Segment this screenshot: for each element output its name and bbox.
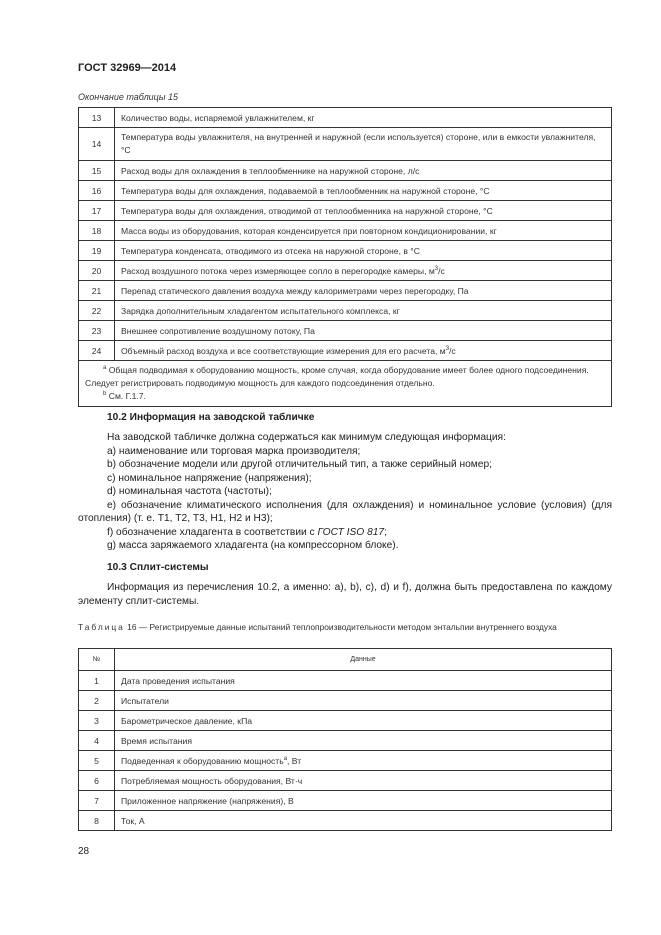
row-label: Внешнее сопротивление воздушному потоку, Па bbox=[121, 325, 315, 336]
row-text bbox=[115, 108, 612, 128]
table-16 bbox=[78, 648, 612, 831]
row-label: Температура воды для охлаждения, подаваемой в теплообменник на наружной стороне, °С bbox=[121, 185, 490, 196]
list-item: g) масса заряжаемого хладагента (на компрессорном блоке). bbox=[107, 540, 399, 551]
list-item: d) номинальная частота (частоты); bbox=[107, 486, 272, 497]
section-10-2-body bbox=[78, 431, 612, 553]
row-number: 6 bbox=[79, 771, 115, 791]
row-label-tail: /с bbox=[438, 265, 445, 276]
list-item: b) обозначение модели или другой отличительный тип, а также серийный номер; bbox=[107, 459, 492, 470]
row-label: Дата проведения испытания bbox=[121, 675, 235, 686]
section-10-3-body bbox=[78, 581, 612, 608]
row-text bbox=[115, 281, 612, 301]
footnote-a: Общая подводимая к оборудованию мощность, кроме случая, когда оборудование имеет более одного подсоединения. Следует регистрировать подводимую мощность для каждого подсоединения отдельно. bbox=[85, 365, 589, 388]
row-label: Количество воды, испаряемой увлажнителем, кг bbox=[121, 112, 315, 123]
row-text bbox=[115, 771, 612, 791]
row-number: 20 bbox=[79, 261, 115, 281]
row-label: Испытатели bbox=[121, 695, 169, 706]
row-text bbox=[115, 261, 612, 281]
table-row bbox=[79, 128, 612, 161]
row-number: 15 bbox=[79, 161, 115, 181]
row-label: Температура воды увлажнителя, на внутренней и наружной (если используется) стороне, или в емкости увлажнителя, °С bbox=[121, 132, 596, 155]
row-label: Барометрическое давление, кПа bbox=[121, 715, 253, 726]
row-number: 4 bbox=[79, 731, 115, 751]
table-row bbox=[79, 791, 612, 811]
row-number: 1 bbox=[79, 671, 115, 691]
row-number: 21 bbox=[79, 281, 115, 301]
row-text bbox=[115, 711, 612, 731]
superscript: 3 bbox=[434, 265, 439, 272]
row-number: 23 bbox=[79, 321, 115, 341]
list-item-text: f) обозначение хладагента в соответствии с bbox=[107, 526, 318, 538]
table-row bbox=[79, 751, 612, 771]
column-header-data: Данные bbox=[115, 649, 612, 671]
row-label: Ток, А bbox=[121, 815, 145, 826]
row-label: Перепад статического давления воздуха между калориметрами через перегородку, Па bbox=[121, 285, 469, 296]
row-text bbox=[115, 731, 612, 751]
table15-footnotes bbox=[79, 361, 612, 407]
table16-caption bbox=[78, 621, 612, 633]
caption-text: 16 — Регистрируемые данные испытаний теплопроизводительности методом энтальпии внутреннего воздуха bbox=[124, 622, 557, 632]
row-text bbox=[115, 161, 612, 181]
row-text bbox=[115, 301, 612, 321]
standard-reference: ГОСТ ISO 817 bbox=[317, 526, 385, 538]
row-label: Масса воды из оборудования, которая конденсируется при повторном кондиционировании, кг bbox=[121, 225, 497, 236]
row-text bbox=[115, 321, 612, 341]
row-number: 3 bbox=[79, 711, 115, 731]
row-label: Подведенная к оборудованию мощность bbox=[121, 755, 284, 766]
table-row bbox=[79, 241, 612, 261]
row-label: Температура воды для охлаждения, отводимой от теплообменника на наружной стороне, °С bbox=[121, 205, 493, 216]
table-row bbox=[79, 301, 612, 321]
table-row bbox=[79, 281, 612, 301]
table-row bbox=[79, 321, 612, 341]
row-number: 2 bbox=[79, 691, 115, 711]
row-number: 13 bbox=[79, 108, 115, 128]
table-row bbox=[79, 261, 612, 281]
section-heading-10-2: 10.2 Информация на заводской табличке bbox=[107, 412, 315, 423]
footnote-mark: b bbox=[103, 391, 107, 398]
caption-label: Таблица bbox=[78, 622, 125, 632]
row-label: Объемный расход воздуха и все соответствующие измерения для его расчета, м bbox=[121, 345, 446, 356]
footnote-mark: a bbox=[103, 365, 107, 372]
row-number: 24 bbox=[79, 341, 115, 361]
row-text bbox=[115, 341, 612, 361]
table-row bbox=[79, 108, 612, 128]
table-row bbox=[79, 341, 612, 361]
footnote-b: См. Г.1.7. bbox=[106, 391, 146, 401]
row-number: 17 bbox=[79, 201, 115, 221]
paragraph: На заводской табличке должна содержаться как минимум следующая информация: bbox=[107, 432, 506, 443]
table-row bbox=[79, 691, 612, 711]
row-text bbox=[115, 241, 612, 261]
paragraph: Информация из перечисления 10.2, а именно: a), b), c), d) и f), должна быть предоставлена по каждому элементу сплит-системы. bbox=[78, 582, 612, 607]
row-text bbox=[115, 751, 612, 771]
row-text bbox=[115, 671, 612, 691]
row-label: Приложенное напряжение (напряжения), В bbox=[121, 795, 294, 806]
row-label: Потребляемая мощность оборудования, Вт·ч bbox=[121, 775, 303, 786]
row-label-tail: /с bbox=[449, 345, 456, 356]
table-row bbox=[79, 161, 612, 181]
row-number: 5 bbox=[79, 751, 115, 771]
table15-caption: Окончание таблицы 15 bbox=[78, 92, 178, 102]
row-text bbox=[115, 691, 612, 711]
row-label: Расход воды для охлаждения в теплообменнике на наружной стороне, л/с bbox=[121, 165, 420, 176]
row-number: 19 bbox=[79, 241, 115, 261]
table-row bbox=[79, 201, 612, 221]
row-number: 14 bbox=[79, 128, 115, 161]
row-text bbox=[115, 221, 612, 241]
row-label-tail: , Вт bbox=[287, 755, 302, 766]
document-header: ГОСТ 32969—2014 bbox=[78, 62, 177, 74]
table-row bbox=[79, 731, 612, 751]
superscript: a bbox=[283, 755, 288, 762]
row-number: 8 bbox=[79, 811, 115, 831]
page-number: 28 bbox=[78, 846, 90, 857]
row-text bbox=[115, 201, 612, 221]
table-row bbox=[79, 221, 612, 241]
table-15 bbox=[78, 107, 612, 407]
row-label: Температура конденсата, отводимого из отсека на наружной стороне, в °С bbox=[121, 245, 420, 256]
row-text bbox=[115, 791, 612, 811]
row-label: Расход воздушного потока через измеряющее сопло в перегородке камеры, м bbox=[121, 265, 435, 276]
list-item: e) обозначение климатического исполнения (для охлаждения) и номинальное условие (условия) (для отопления) (т. е. Т1, Т2, Т3, Н1, Н2 и Н3); bbox=[78, 499, 612, 524]
row-text bbox=[115, 128, 612, 161]
table-row bbox=[79, 711, 612, 731]
table-row bbox=[79, 811, 612, 831]
row-label: Зарядка дополнительным хладагентом испытательного комплекса, кг bbox=[121, 305, 400, 316]
column-header-number: № bbox=[79, 649, 115, 671]
row-number: 16 bbox=[79, 181, 115, 201]
table-row bbox=[79, 181, 612, 201]
list-item bbox=[78, 526, 612, 540]
table-row bbox=[79, 771, 612, 791]
section-heading-10-3: 10.3 Сплит-системы bbox=[107, 562, 209, 573]
list-item: a) наименование или торговая марка производителя; bbox=[107, 445, 361, 457]
row-number: 7 bbox=[79, 791, 115, 811]
list-item-text: ; bbox=[384, 526, 387, 538]
row-text bbox=[115, 811, 612, 831]
row-number: 18 bbox=[79, 221, 115, 241]
superscript: 3 bbox=[445, 345, 450, 352]
table-header bbox=[79, 649, 612, 671]
table-row bbox=[79, 671, 612, 691]
row-text bbox=[115, 181, 612, 201]
list-item: c) номинальное напряжение (напряжения); bbox=[107, 472, 312, 484]
row-label: Время испытания bbox=[121, 735, 192, 746]
row-number: 22 bbox=[79, 301, 115, 321]
